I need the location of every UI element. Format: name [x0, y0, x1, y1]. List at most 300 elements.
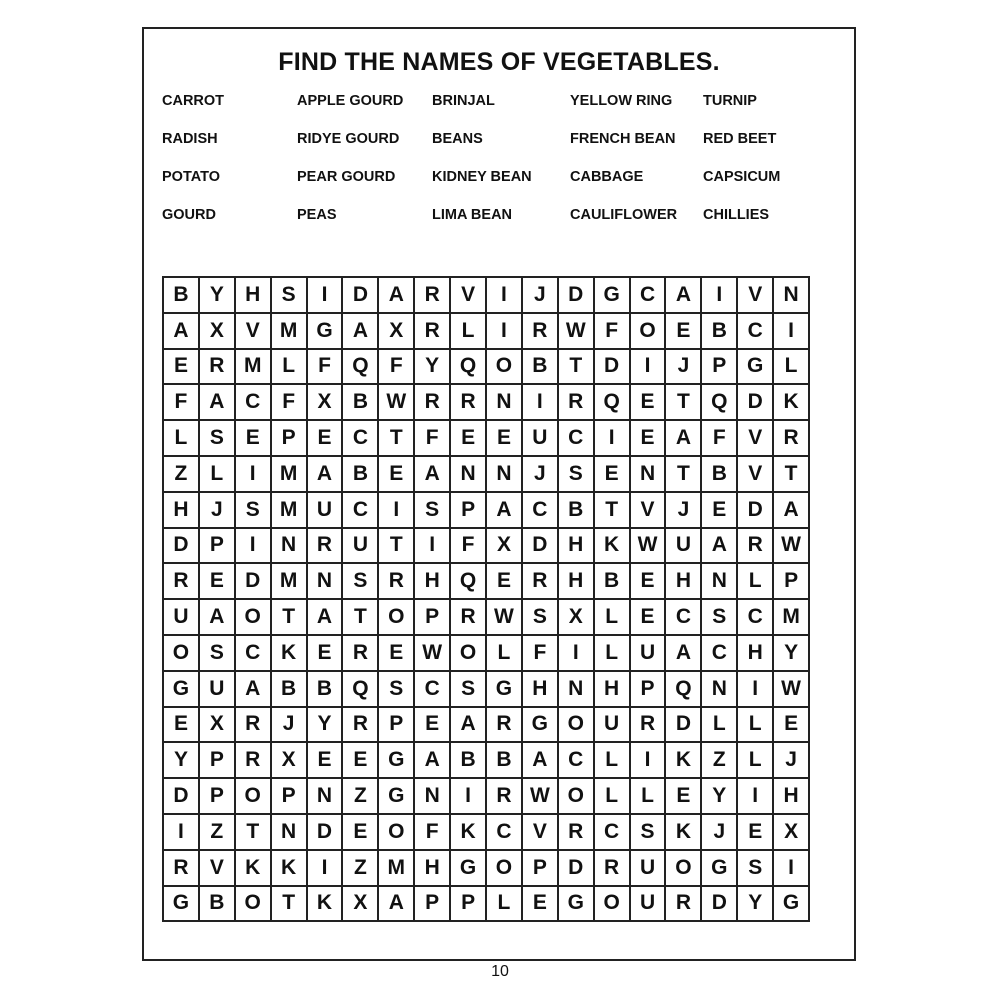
grid-cell[interactable]: E — [307, 635, 343, 671]
grid-cell[interactable]: L — [594, 742, 630, 778]
grid-cell[interactable]: T — [271, 599, 307, 635]
grid-cell[interactable]: W — [773, 671, 809, 707]
grid-cell[interactable]: N — [307, 778, 343, 814]
grid-cell[interactable]: D — [558, 850, 594, 886]
grid-cell[interactable]: H — [594, 671, 630, 707]
grid-cell[interactable]: I — [163, 814, 199, 850]
grid-cell[interactable]: G — [486, 671, 522, 707]
grid-cell[interactable]: O — [235, 778, 271, 814]
grid-cell[interactable]: B — [450, 742, 486, 778]
grid-cell[interactable]: H — [163, 492, 199, 528]
grid-cell[interactable]: N — [701, 563, 737, 599]
grid-cell[interactable]: P — [199, 742, 235, 778]
grid-cell[interactable]: K — [271, 635, 307, 671]
grid-cell[interactable]: N — [414, 778, 450, 814]
grid-cell[interactable]: I — [486, 277, 522, 313]
grid-cell[interactable]: R — [486, 707, 522, 743]
grid-cell[interactable]: H — [414, 563, 450, 599]
grid-cell[interactable]: R — [342, 707, 378, 743]
grid-cell[interactable]: K — [450, 814, 486, 850]
grid-cell[interactable]: V — [450, 277, 486, 313]
grid-cell[interactable]: O — [235, 599, 271, 635]
grid-cell[interactable]: I — [522, 384, 558, 420]
grid-cell[interactable]: A — [378, 886, 414, 922]
grid-cell[interactable]: A — [235, 671, 271, 707]
grid-cell[interactable]: E — [307, 420, 343, 456]
grid-cell[interactable]: L — [486, 886, 522, 922]
grid-cell[interactable]: T — [773, 456, 809, 492]
grid-cell[interactable]: C — [235, 635, 271, 671]
grid-cell[interactable]: I — [486, 313, 522, 349]
grid-cell[interactable]: S — [235, 492, 271, 528]
grid-cell[interactable]: J — [701, 814, 737, 850]
grid-cell[interactable]: I — [737, 671, 773, 707]
grid-cell[interactable]: C — [558, 742, 594, 778]
grid-cell[interactable]: F — [450, 528, 486, 564]
grid-cell[interactable]: J — [665, 492, 701, 528]
grid-cell[interactable]: G — [163, 671, 199, 707]
grid-cell[interactable]: L — [773, 349, 809, 385]
grid-cell[interactable]: D — [737, 384, 773, 420]
grid-cell[interactable]: L — [271, 349, 307, 385]
grid-cell[interactable]: D — [163, 778, 199, 814]
grid-cell[interactable]: X — [378, 313, 414, 349]
grid-cell[interactable]: S — [271, 277, 307, 313]
grid-cell[interactable]: C — [665, 599, 701, 635]
grid-cell[interactable]: S — [522, 599, 558, 635]
grid-cell[interactable]: O — [665, 850, 701, 886]
grid-cell[interactable]: A — [414, 456, 450, 492]
grid-cell[interactable]: N — [307, 563, 343, 599]
grid-cell[interactable]: Q — [665, 671, 701, 707]
grid-cell[interactable]: R — [414, 384, 450, 420]
grid-cell[interactable]: P — [414, 886, 450, 922]
grid-cell[interactable]: I — [773, 850, 809, 886]
grid-cell[interactable]: R — [630, 707, 666, 743]
grid-cell[interactable]: E — [665, 778, 701, 814]
grid-cell[interactable]: L — [737, 707, 773, 743]
grid-cell[interactable]: B — [522, 349, 558, 385]
grid-cell[interactable]: H — [737, 635, 773, 671]
grid-cell[interactable]: G — [307, 313, 343, 349]
grid-cell[interactable]: V — [522, 814, 558, 850]
grid-cell[interactable]: G — [558, 886, 594, 922]
grid-cell[interactable]: N — [450, 456, 486, 492]
grid-cell[interactable]: A — [665, 277, 701, 313]
grid-cell[interactable]: B — [271, 671, 307, 707]
grid-cell[interactable]: A — [307, 599, 343, 635]
grid-cell[interactable]: P — [378, 707, 414, 743]
grid-cell[interactable]: P — [450, 886, 486, 922]
grid-cell[interactable]: U — [630, 886, 666, 922]
grid-cell[interactable]: W — [414, 635, 450, 671]
grid-cell[interactable]: X — [199, 313, 235, 349]
grid-cell[interactable]: K — [594, 528, 630, 564]
grid-cell[interactable]: B — [701, 456, 737, 492]
grid-cell[interactable]: F — [378, 349, 414, 385]
grid-cell[interactable]: I — [701, 277, 737, 313]
grid-cell[interactable]: G — [450, 850, 486, 886]
grid-cell[interactable]: O — [378, 599, 414, 635]
grid-cell[interactable]: E — [630, 563, 666, 599]
grid-cell[interactable]: J — [199, 492, 235, 528]
grid-cell[interactable]: R — [558, 814, 594, 850]
grid-cell[interactable]: O — [235, 886, 271, 922]
grid-cell[interactable]: H — [414, 850, 450, 886]
grid-cell[interactable]: Z — [163, 456, 199, 492]
grid-cell[interactable]: S — [199, 635, 235, 671]
grid-cell[interactable]: A — [773, 492, 809, 528]
grid-cell[interactable]: K — [271, 850, 307, 886]
grid-cell[interactable]: R — [235, 707, 271, 743]
grid-cell[interactable]: S — [737, 850, 773, 886]
grid-cell[interactable]: R — [486, 778, 522, 814]
grid-cell[interactable]: U — [665, 528, 701, 564]
grid-cell[interactable]: I — [630, 349, 666, 385]
grid-cell[interactable]: L — [737, 742, 773, 778]
grid-cell[interactable]: X — [773, 814, 809, 850]
grid-cell[interactable]: R — [594, 850, 630, 886]
grid-cell[interactable]: B — [558, 492, 594, 528]
grid-cell[interactable]: R — [163, 850, 199, 886]
grid-cell[interactable]: I — [307, 850, 343, 886]
grid-cell[interactable]: M — [271, 492, 307, 528]
grid-cell[interactable]: R — [414, 277, 450, 313]
grid-cell[interactable]: R — [773, 420, 809, 456]
grid-cell[interactable]: E — [414, 707, 450, 743]
grid-cell[interactable]: N — [271, 528, 307, 564]
grid-cell[interactable]: Q — [342, 349, 378, 385]
grid-cell[interactable]: U — [342, 528, 378, 564]
grid-cell[interactable]: G — [737, 349, 773, 385]
grid-cell[interactable]: G — [378, 742, 414, 778]
grid-cell[interactable]: B — [701, 313, 737, 349]
grid-cell[interactable]: R — [307, 528, 343, 564]
grid-cell[interactable]: S — [378, 671, 414, 707]
grid-cell[interactable]: U — [630, 635, 666, 671]
grid-cell[interactable]: D — [665, 707, 701, 743]
grid-cell[interactable]: I — [450, 778, 486, 814]
grid-cell[interactable]: S — [630, 814, 666, 850]
grid-cell[interactable]: P — [199, 778, 235, 814]
grid-cell[interactable]: R — [522, 563, 558, 599]
grid-cell[interactable]: E — [486, 563, 522, 599]
grid-cell[interactable]: P — [199, 528, 235, 564]
grid-cell[interactable]: U — [594, 707, 630, 743]
grid-cell[interactable]: W — [378, 384, 414, 420]
grid-cell[interactable]: Y — [199, 277, 235, 313]
grid-cell[interactable]: Z — [342, 850, 378, 886]
grid-cell[interactable]: R — [163, 563, 199, 599]
grid-cell[interactable]: R — [414, 313, 450, 349]
grid-cell[interactable]: S — [450, 671, 486, 707]
grid-cell[interactable]: C — [414, 671, 450, 707]
grid-cell[interactable]: F — [271, 384, 307, 420]
grid-cell[interactable]: O — [594, 886, 630, 922]
grid-cell[interactable]: H — [235, 277, 271, 313]
grid-cell[interactable]: T — [271, 886, 307, 922]
grid-cell[interactable]: X — [199, 707, 235, 743]
grid-cell[interactable]: R — [342, 635, 378, 671]
grid-cell[interactable]: C — [342, 420, 378, 456]
grid-cell[interactable]: S — [199, 420, 235, 456]
grid-cell[interactable]: B — [342, 456, 378, 492]
grid-cell[interactable]: I — [630, 742, 666, 778]
grid-cell[interactable]: Y — [163, 742, 199, 778]
grid-cell[interactable]: N — [558, 671, 594, 707]
grid-cell[interactable]: R — [450, 384, 486, 420]
grid-cell[interactable]: B — [594, 563, 630, 599]
grid-cell[interactable]: E — [630, 420, 666, 456]
grid-cell[interactable]: O — [163, 635, 199, 671]
grid-cell[interactable]: O — [486, 349, 522, 385]
grid-cell[interactable]: L — [450, 313, 486, 349]
grid-cell[interactable]: M — [235, 349, 271, 385]
grid-cell[interactable]: E — [235, 420, 271, 456]
grid-cell[interactable]: I — [414, 528, 450, 564]
grid-cell[interactable]: Y — [307, 707, 343, 743]
grid-cell[interactable]: K — [307, 886, 343, 922]
grid-cell[interactable]: E — [378, 456, 414, 492]
grid-cell[interactable]: I — [307, 277, 343, 313]
grid-cell[interactable]: U — [630, 850, 666, 886]
grid-cell[interactable]: O — [558, 778, 594, 814]
grid-cell[interactable]: Q — [450, 349, 486, 385]
grid-cell[interactable]: L — [737, 563, 773, 599]
grid-cell[interactable]: E — [486, 420, 522, 456]
grid-cell[interactable]: W — [486, 599, 522, 635]
grid-cell[interactable]: I — [235, 528, 271, 564]
grid-cell[interactable]: T — [558, 349, 594, 385]
grid-cell[interactable]: E — [630, 599, 666, 635]
grid-cell[interactable]: L — [163, 420, 199, 456]
grid-cell[interactable]: H — [522, 671, 558, 707]
grid-cell[interactable]: B — [199, 886, 235, 922]
grid-cell[interactable]: A — [522, 742, 558, 778]
grid-cell[interactable]: N — [486, 456, 522, 492]
grid-cell[interactable]: U — [307, 492, 343, 528]
grid-cell[interactable]: A — [342, 313, 378, 349]
grid-cell[interactable]: R — [199, 349, 235, 385]
grid-cell[interactable]: C — [630, 277, 666, 313]
grid-cell[interactable]: W — [773, 528, 809, 564]
grid-cell[interactable]: R — [665, 886, 701, 922]
grid-cell[interactable]: B — [307, 671, 343, 707]
grid-cell[interactable]: E — [450, 420, 486, 456]
grid-cell[interactable]: F — [163, 384, 199, 420]
grid-cell[interactable]: V — [737, 456, 773, 492]
grid-cell[interactable]: G — [378, 778, 414, 814]
grid-cell[interactable]: H — [665, 563, 701, 599]
grid-cell[interactable]: G — [594, 277, 630, 313]
grid-cell[interactable]: P — [701, 349, 737, 385]
grid-cell[interactable]: A — [163, 313, 199, 349]
grid-cell[interactable]: X — [307, 384, 343, 420]
grid-cell[interactable]: D — [163, 528, 199, 564]
grid-cell[interactable]: U — [163, 599, 199, 635]
grid-cell[interactable]: E — [163, 707, 199, 743]
grid-cell[interactable]: C — [737, 313, 773, 349]
grid-cell[interactable]: L — [630, 778, 666, 814]
grid-cell[interactable]: L — [199, 456, 235, 492]
grid-cell[interactable]: J — [271, 707, 307, 743]
grid-cell[interactable]: M — [271, 313, 307, 349]
grid-cell[interactable]: D — [737, 492, 773, 528]
grid-cell[interactable]: Q — [342, 671, 378, 707]
grid-cell[interactable]: X — [558, 599, 594, 635]
grid-cell[interactable]: K — [773, 384, 809, 420]
grid-cell[interactable]: N — [271, 814, 307, 850]
grid-cell[interactable]: P — [522, 850, 558, 886]
grid-cell[interactable]: T — [665, 384, 701, 420]
grid-cell[interactable]: B — [342, 384, 378, 420]
grid-cell[interactable]: F — [414, 814, 450, 850]
grid-cell[interactable]: L — [594, 778, 630, 814]
grid-cell[interactable]: C — [701, 635, 737, 671]
grid-cell[interactable]: V — [737, 277, 773, 313]
grid-cell[interactable]: F — [701, 420, 737, 456]
grid-cell[interactable]: R — [450, 599, 486, 635]
grid-cell[interactable]: A — [701, 528, 737, 564]
grid-cell[interactable]: S — [342, 563, 378, 599]
grid-cell[interactable]: X — [271, 742, 307, 778]
grid-cell[interactable]: K — [235, 850, 271, 886]
grid-cell[interactable]: U — [199, 671, 235, 707]
grid-cell[interactable]: N — [486, 384, 522, 420]
grid-cell[interactable]: G — [773, 886, 809, 922]
grid-cell[interactable]: V — [199, 850, 235, 886]
grid-cell[interactable]: E — [199, 563, 235, 599]
grid-cell[interactable]: Y — [414, 349, 450, 385]
grid-cell[interactable]: E — [665, 313, 701, 349]
grid-cell[interactable]: L — [486, 635, 522, 671]
grid-cell[interactable]: R — [378, 563, 414, 599]
grid-cell[interactable]: P — [773, 563, 809, 599]
grid-cell[interactable]: A — [665, 635, 701, 671]
grid-cell[interactable]: J — [665, 349, 701, 385]
grid-cell[interactable]: Z — [701, 742, 737, 778]
grid-cell[interactable]: D — [342, 277, 378, 313]
grid-cell[interactable]: T — [378, 528, 414, 564]
grid-cell[interactable]: V — [737, 420, 773, 456]
grid-cell[interactable]: E — [342, 814, 378, 850]
grid-cell[interactable]: P — [414, 599, 450, 635]
grid-cell[interactable]: T — [235, 814, 271, 850]
grid-cell[interactable]: K — [665, 742, 701, 778]
grid-cell[interactable]: N — [773, 277, 809, 313]
grid-cell[interactable]: E — [307, 742, 343, 778]
grid-cell[interactable]: T — [342, 599, 378, 635]
grid-cell[interactable]: G — [522, 707, 558, 743]
grid-cell[interactable]: X — [342, 886, 378, 922]
grid-cell[interactable]: E — [594, 456, 630, 492]
grid-cell[interactable]: D — [701, 886, 737, 922]
grid-cell[interactable]: A — [450, 707, 486, 743]
grid-cell[interactable]: L — [594, 599, 630, 635]
grid-cell[interactable]: S — [414, 492, 450, 528]
grid-cell[interactable]: D — [558, 277, 594, 313]
grid-cell[interactable]: I — [378, 492, 414, 528]
grid-cell[interactable]: R — [235, 742, 271, 778]
grid-cell[interactable]: F — [414, 420, 450, 456]
grid-cell[interactable]: E — [342, 742, 378, 778]
grid-cell[interactable]: A — [199, 384, 235, 420]
grid-cell[interactable]: P — [271, 778, 307, 814]
grid-cell[interactable]: G — [163, 886, 199, 922]
grid-cell[interactable]: Y — [737, 886, 773, 922]
grid-cell[interactable]: C — [594, 814, 630, 850]
grid-cell[interactable]: S — [558, 456, 594, 492]
grid-cell[interactable]: C — [486, 814, 522, 850]
grid-cell[interactable]: B — [486, 742, 522, 778]
grid-cell[interactable]: D — [307, 814, 343, 850]
grid-cell[interactable]: M — [271, 456, 307, 492]
grid-cell[interactable]: W — [558, 313, 594, 349]
grid-cell[interactable]: O — [450, 635, 486, 671]
grid-cell[interactable]: C — [522, 492, 558, 528]
grid-cell[interactable]: V — [235, 313, 271, 349]
grid-cell[interactable]: A — [414, 742, 450, 778]
grid-cell[interactable]: J — [773, 742, 809, 778]
grid-cell[interactable]: C — [342, 492, 378, 528]
grid-cell[interactable]: I — [737, 778, 773, 814]
grid-cell[interactable]: F — [594, 313, 630, 349]
grid-cell[interactable]: D — [235, 563, 271, 599]
grid-cell[interactable]: A — [307, 456, 343, 492]
grid-cell[interactable]: M — [773, 599, 809, 635]
grid-cell[interactable]: C — [558, 420, 594, 456]
grid-cell[interactable]: H — [558, 528, 594, 564]
grid-cell[interactable]: A — [486, 492, 522, 528]
grid-cell[interactable]: V — [630, 492, 666, 528]
grid-cell[interactable]: R — [737, 528, 773, 564]
grid-cell[interactable]: S — [701, 599, 737, 635]
grid-cell[interactable]: A — [199, 599, 235, 635]
grid-cell[interactable]: H — [773, 778, 809, 814]
grid-cell[interactable]: B — [163, 277, 199, 313]
grid-cell[interactable]: P — [271, 420, 307, 456]
grid-cell[interactable]: Q — [594, 384, 630, 420]
grid-cell[interactable]: L — [701, 707, 737, 743]
grid-cell[interactable]: O — [558, 707, 594, 743]
grid-cell[interactable]: N — [701, 671, 737, 707]
grid-cell[interactable]: E — [378, 635, 414, 671]
grid-cell[interactable]: O — [486, 850, 522, 886]
grid-cell[interactable]: D — [522, 528, 558, 564]
grid-cell[interactable]: T — [378, 420, 414, 456]
grid-cell[interactable]: T — [665, 456, 701, 492]
grid-cell[interactable]: I — [558, 635, 594, 671]
grid-cell[interactable]: C — [737, 599, 773, 635]
grid-cell[interactable]: L — [594, 635, 630, 671]
grid-cell[interactable]: I — [773, 313, 809, 349]
grid-cell[interactable]: I — [594, 420, 630, 456]
grid-cell[interactable]: O — [378, 814, 414, 850]
grid-cell[interactable]: Z — [199, 814, 235, 850]
grid-cell[interactable]: J — [522, 456, 558, 492]
grid-cell[interactable]: X — [486, 528, 522, 564]
grid-cell[interactable]: W — [522, 778, 558, 814]
grid-cell[interactable]: Y — [701, 778, 737, 814]
grid-cell[interactable]: E — [701, 492, 737, 528]
grid-cell[interactable]: R — [558, 384, 594, 420]
grid-cell[interactable]: E — [773, 707, 809, 743]
grid-cell[interactable]: P — [450, 492, 486, 528]
grid-cell[interactable]: P — [630, 671, 666, 707]
grid-cell[interactable]: D — [594, 349, 630, 385]
grid-cell[interactable]: W — [630, 528, 666, 564]
grid-cell[interactable]: K — [665, 814, 701, 850]
